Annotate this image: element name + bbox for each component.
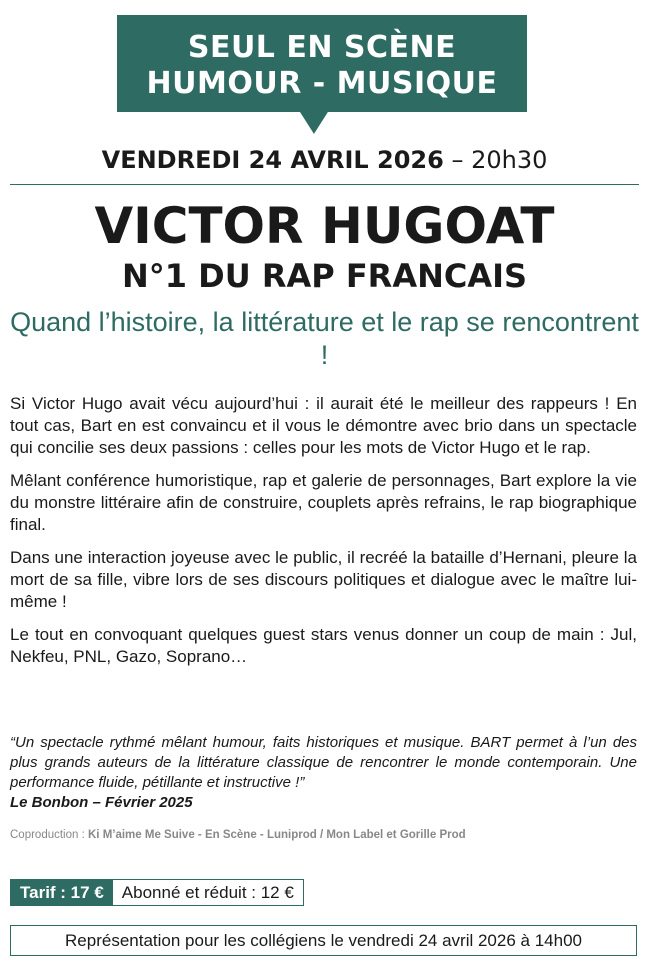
description-paragraph: Dans une interaction joyeuse avec le public, il recréé la bataille d’Hernani, pleure la mort de sa fille, vibre lors de ses discours politiques et dialogue avec le maître lui-même ! <box>10 548 637 611</box>
category-line-1: SEUL EN SCÈNE <box>187 30 457 65</box>
coproduction-partners: Ki M’aime Me Suive - En Scène - Luniprod / Mon Label et Gorille Prod <box>88 829 466 841</box>
show-title: VICTOR HUGOAT <box>94 197 555 255</box>
category-banner <box>117 15 527 112</box>
coproduction-label: Coproduction : <box>10 829 88 841</box>
press-review <box>10 733 637 813</box>
description-paragraph: Mêlant conférence humoristique, rap et galerie de personnages, Bart explore la vie du monstre littéraire afin de construire, couplets après refrains, le rap biographique final. <box>10 471 637 534</box>
review-source: Le Bonbon – Février 2025 <box>10 794 193 811</box>
description-paragraph: Si Victor Hugo avait vécu aujourd’hui : il aurait été le meilleur des rappeurs ! En tout cas, Bart en est convaincu et il vous le démontre avec brio dans un spectacle qui concilie ses deux passions : celles pour les mots de Victor Hugo et le rap. <box>10 394 637 457</box>
show-tagline: Quand l’histoire, la littérature et le rap se rencontrent ! <box>10 307 639 370</box>
event-date <box>0 146 649 174</box>
review-quote: “Un spectacle rythmé mêlant humour, faits historiques et musique. BART permet à l’un des plus grands auteurs de la littérature classique de rencontrer le monde contemporain. Une performance fluide, pétillante et instructive !” <box>10 734 637 791</box>
pricing-box <box>10 879 304 906</box>
event-day: VENDREDI 24 AVRIL 2026 <box>101 146 444 174</box>
category-line-2: HUMOUR - MUSIQUE <box>146 66 498 101</box>
date-separator: – <box>443 146 472 174</box>
divider <box>10 184 639 185</box>
show-subtitle: N°1 DU RAP FRANCAIS <box>121 257 528 295</box>
description-paragraph: Le tout en convoquant quelques guest stars venus donner un coup de main : Jul, Nekfeu, PNL, Gazo, Soprano… <box>10 625 637 666</box>
price-reduced: Abonné et réduit : 12 € <box>121 883 294 902</box>
price-main: Tarif : 17 € <box>11 880 113 905</box>
school-show-notice: Représentation pour les collégiens le vendredi 24 avril 2026 à 14h00 <box>10 925 637 956</box>
coproduction <box>10 829 637 841</box>
event-time: 20h30 <box>471 146 548 174</box>
description <box>10 393 637 679</box>
